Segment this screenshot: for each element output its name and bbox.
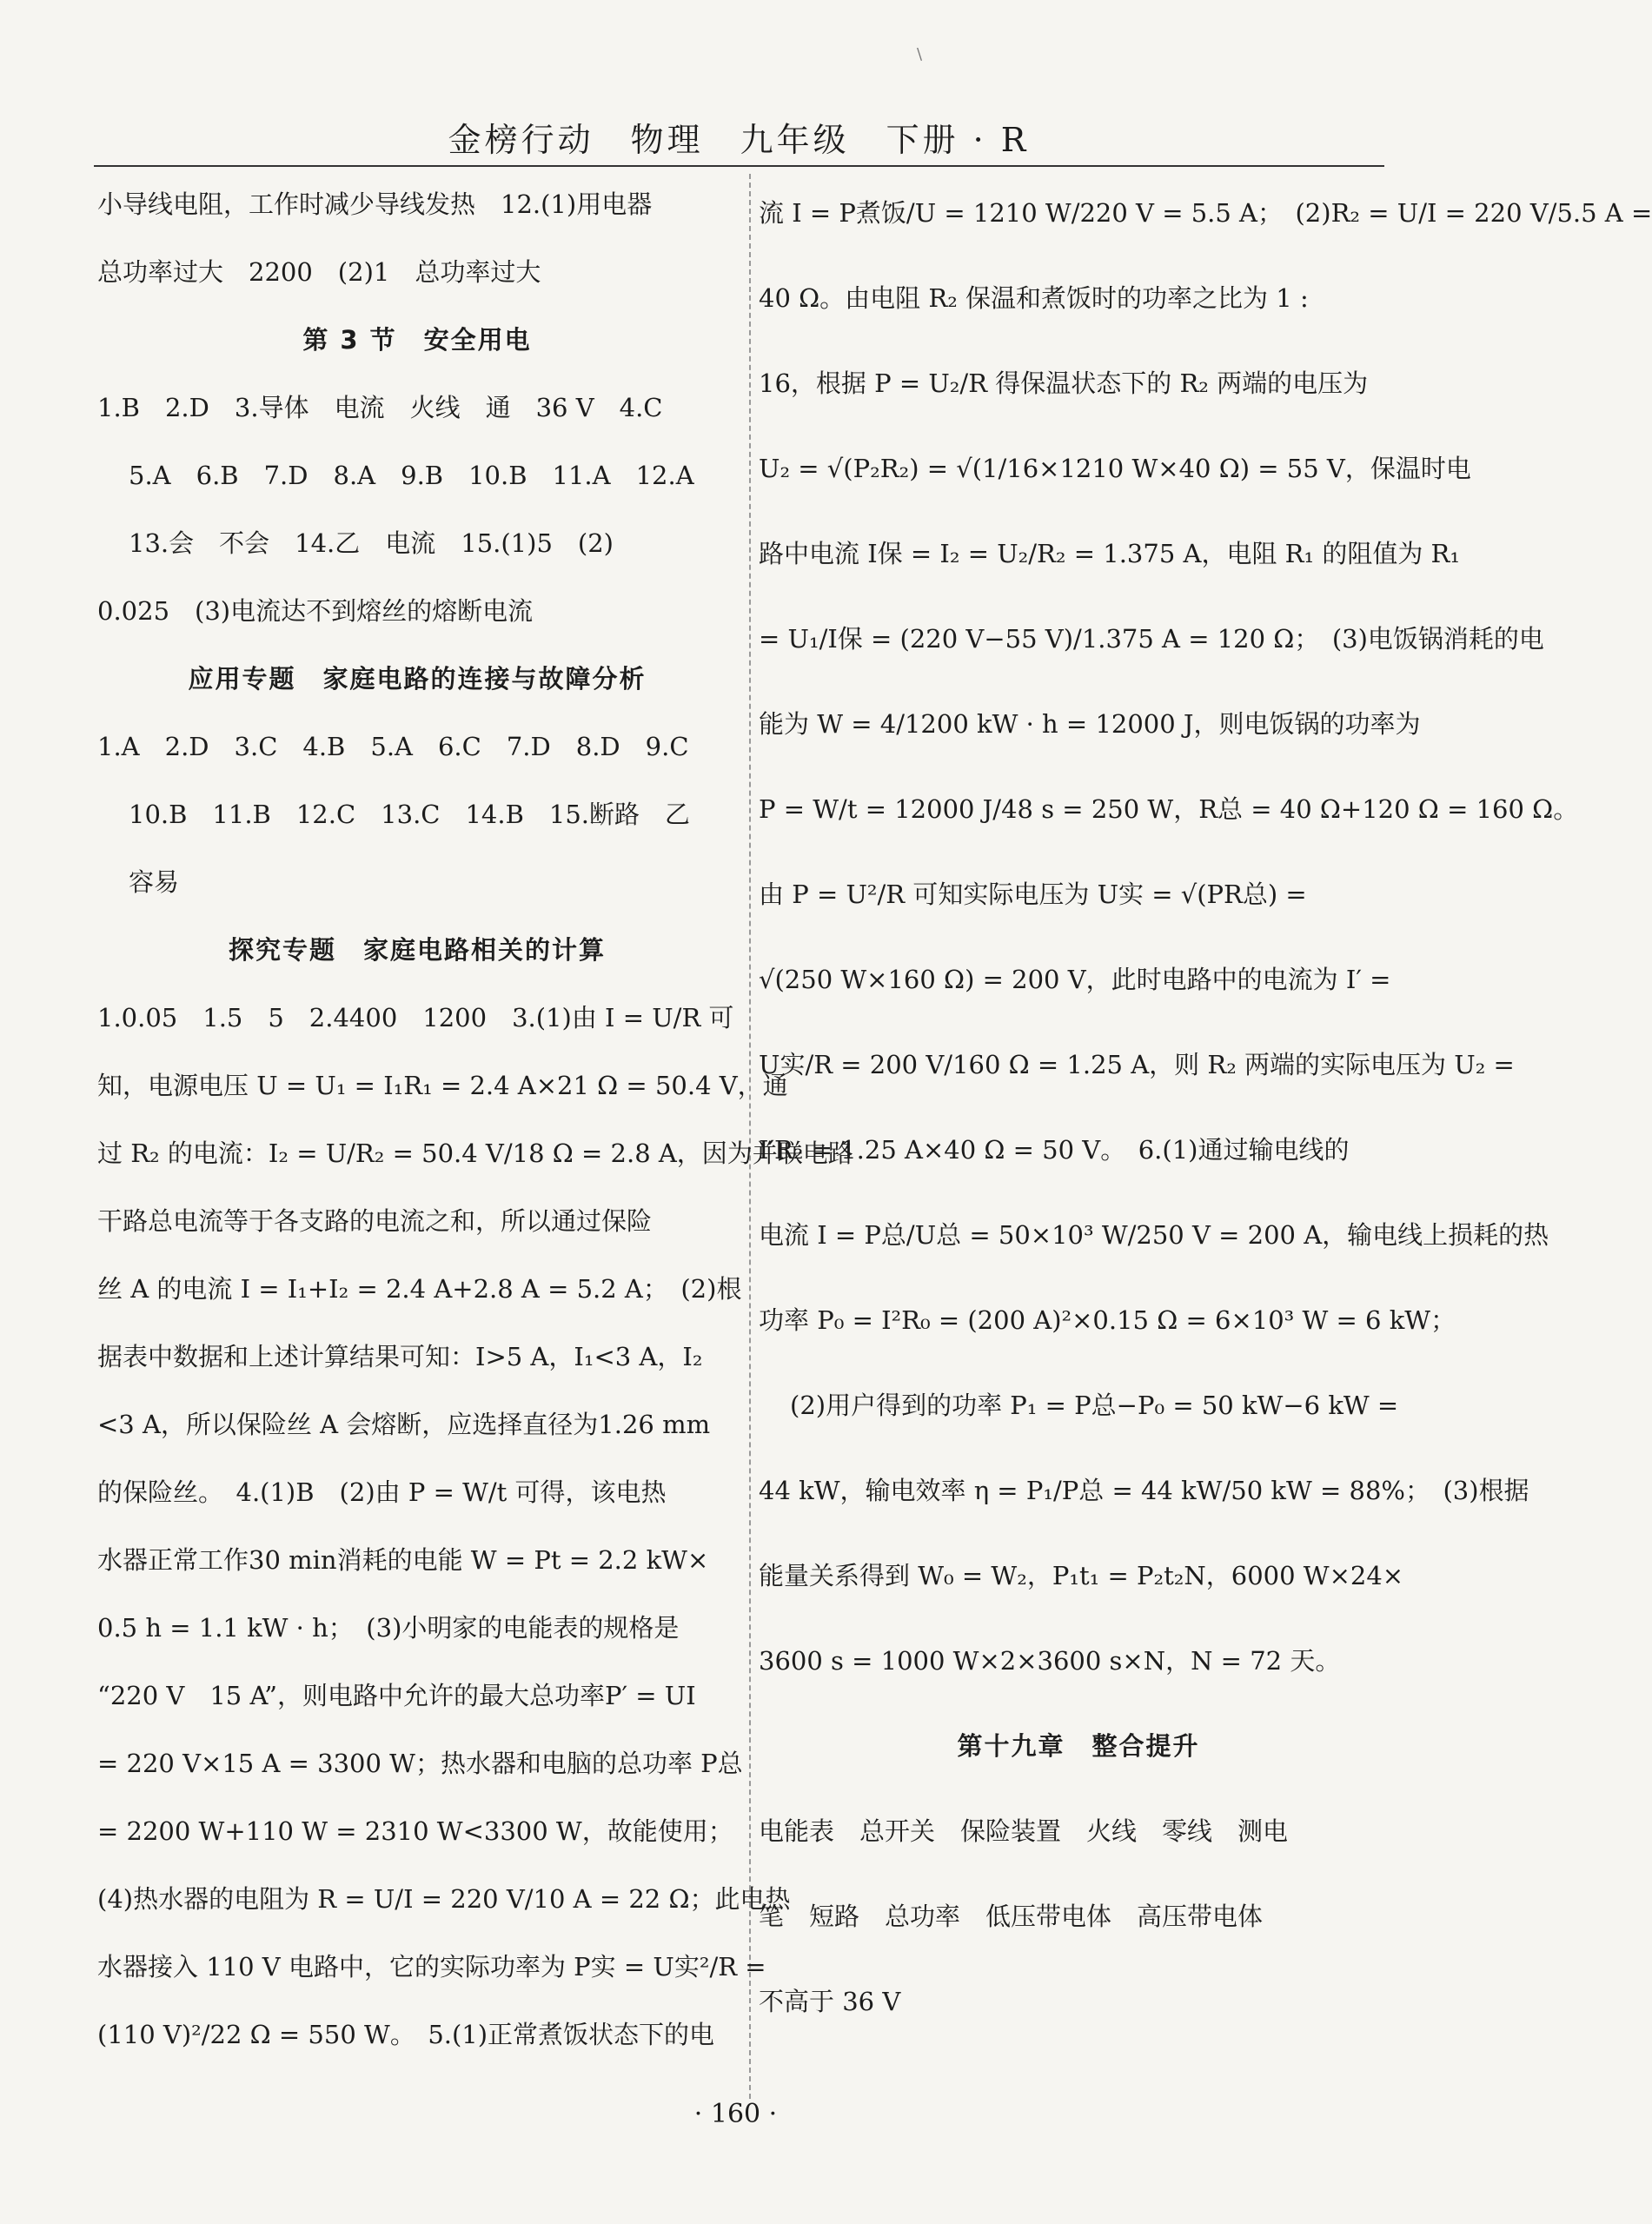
- text-line: 过 R₂ 的电流：I₂ = U/R₂ = 50.4 V/18 Ω = 2.8 A，因为并联电路: [97, 1139, 853, 1168]
- text-line: 能量关系得到 W₀ = W₂，P₁t₁ = P₂t₂N，6000 W×24×: [759, 1561, 1404, 1590]
- text-line: 小导线电阻，工作时减少导线发热 12.(1)用电器: [97, 189, 653, 219]
- text-line: 水器接入 110 V 电路中，它的实际功率为 P实 = U实²/R =: [97, 1952, 766, 1982]
- section-heading: 探究专题 家庭电路相关的计算: [228, 935, 606, 965]
- page-number: · 160 ·: [693, 2099, 778, 2129]
- text-line: P = W/t = 12000 J/48 s = 250 W，R总 = 40 Ω+120 Ω = 160 Ω。: [759, 794, 1579, 824]
- right-column: [759, 170, 1652, 2044]
- text-line: U实/R = 200 V/160 Ω = 1.25 A，则 R₂ 两端的实际电压为 U₂ =: [759, 1050, 1515, 1079]
- corner-mark: \: [917, 45, 923, 63]
- text-line: 16，根据 P = U₂/R 得保温状态下的 R₂ 两端的电压为: [759, 368, 1369, 398]
- section-heading: 应用专题 家庭电路的连接与故障分析: [188, 664, 647, 694]
- text-line: 功率 P₀ = I²R₀ = (200 A)²×0.15 Ω = 6×10³ W = 6 kW；: [759, 1305, 1456, 1335]
- column-divider: [749, 174, 751, 2099]
- text-line: 10.B 11.B 12.C 13.C 14.B 15.断路 乙: [129, 800, 691, 829]
- text-line: (2)用户得到的功率 P₁ = P总−P₀ = 50 kW−6 kW =: [790, 1391, 1399, 1420]
- text-line: 知，电源电压 U = U₁ = I₁R₁ = 2.4 A×21 Ω = 50.4 V，通: [97, 1071, 788, 1100]
- text-line: = 220 V×15 A = 3300 W；热水器和电脑的总功率 P总: [97, 1749, 743, 1778]
- text-line: 能为 W = 4/1200 kW · h = 12000 J，则电饭锅的功率为: [759, 709, 1421, 739]
- text-line: 丝 A 的电流 I = I₁+I₂ = 2.4 A+2.8 A = 5.2 A； (2)根: [97, 1274, 742, 1304]
- text-line: 0.5 h = 1.1 kW · h； (3)小明家的电能表的规格是: [97, 1613, 680, 1643]
- text-line: 5.A 6.B 7.D 8.A 9.B 10.B 11.A 12.A: [129, 461, 694, 490]
- text-line: 3600 s = 1000 W×2×3600 s×N，N = 72 天。: [759, 1646, 1341, 1676]
- text-line: 1.B 2.D 3.导体 电流 火线 通 36 V 4.C: [97, 393, 663, 422]
- text-line: 40 Ω。由电阻 R₂ 保温和煮饭时的功率之比为 1 :: [759, 283, 1309, 313]
- text-line: U₂ = √(P₂R₂) = √(1/16×1210 W×40 Ω) = 55 V，保温时电: [759, 454, 1471, 483]
- text-line: 1.A 2.D 3.C 4.B 5.A 6.C 7.D 8.D 9.C: [97, 732, 689, 761]
- text-line: 13.会 不会 14.乙 电流 15.(1)5 (2): [129, 528, 614, 558]
- text-line: 据表中数据和上述计算结果可知：I>5 A，I₁<3 A，I₂: [97, 1342, 703, 1371]
- text-line: 容易: [129, 867, 180, 897]
- text-line: 44 kW，输电效率 η = P₁/P总 = 44 kW/50 kW = 88%； (3)根据: [759, 1476, 1529, 1505]
- text-line: <3 A，所以保险丝 A 会熔断，应选择直径为1.26 mm: [97, 1410, 711, 1439]
- text-line: I′R₂ = 1.25 A×40 Ω = 50 V。 6.(1)通过输电线的: [759, 1135, 1350, 1165]
- text-line: 笔 短路 总功率 低压带电体 高压带电体: [759, 1902, 1264, 1931]
- section-heading: 第十九章 整合提升: [957, 1731, 1200, 1761]
- text-line: 总功率过大 2200 (2)1 总功率过大: [97, 257, 541, 287]
- header-rule: [94, 165, 1384, 167]
- text-line: 电流 I = P总/U总 = 50×10³ W/250 V = 200 A，输电线上损耗的热: [759, 1220, 1549, 1250]
- text-line: = U₁/I保 = (220 V−55 V)/1.375 A = 120 Ω； (3)电饭锅消耗的电: [759, 624, 1544, 654]
- text-line: 的保险丝。 4.(1)B (2)由 P = W/t 可得，该电热: [97, 1477, 667, 1507]
- section-heading: 第 3 节 安全用电: [302, 325, 532, 355]
- text-line: 路中电流 I保 = I₂ = U₂/R₂ = 1.375 A，电阻 R₁ 的阻值为 R₁: [759, 539, 1461, 568]
- text-line: √(250 W×160 Ω) = 200 V，此时电路中的电流为 I′ =: [759, 965, 1391, 994]
- text-line: 水器正常工作30 min消耗的电能 W = Pt = 2.2 kW×: [97, 1545, 709, 1575]
- text-line: (4)热水器的电阻为 R = U/I = 220 V/10 A = 22 Ω；此电热: [97, 1884, 791, 1914]
- text-line: 干路总电流等于各支路的电流之和，所以通过保险: [97, 1206, 653, 1236]
- text-line: 不高于 36 V: [759, 1987, 901, 2016]
- page-header: 金榜行动 物理 九年级 下册 · R: [448, 121, 1030, 159]
- text-line: 电能表 总开关 保险装置 火线 零线 测电: [759, 1816, 1289, 1846]
- text-line: 1.0.05 1.5 5 2.4400 1200 3.(1)由 I = U/R 可: [97, 1003, 734, 1032]
- text-line: 流 I = P煮饭/U = 1210 W/220 V = 5.5 A； (2)R₂ = U/I = 220 V/5.5 A =: [759, 198, 1652, 228]
- text-line: “220 V 15 A”，则电路中允许的最大总功率P′ = UI: [97, 1681, 696, 1710]
- text-line: 由 P = U²/R 可知实际电压为 U实 = √(PR总) =: [759, 880, 1307, 909]
- text-line: = 2200 W+110 W = 2310 W<3300 W，故能使用；: [97, 1816, 733, 1846]
- text-line: (110 V)²/22 Ω = 550 W。 5.(1)正常煮饭状态下的电: [97, 2020, 715, 2049]
- text-line: 0.025 (3)电流达不到熔丝的熔断电流: [97, 596, 534, 626]
